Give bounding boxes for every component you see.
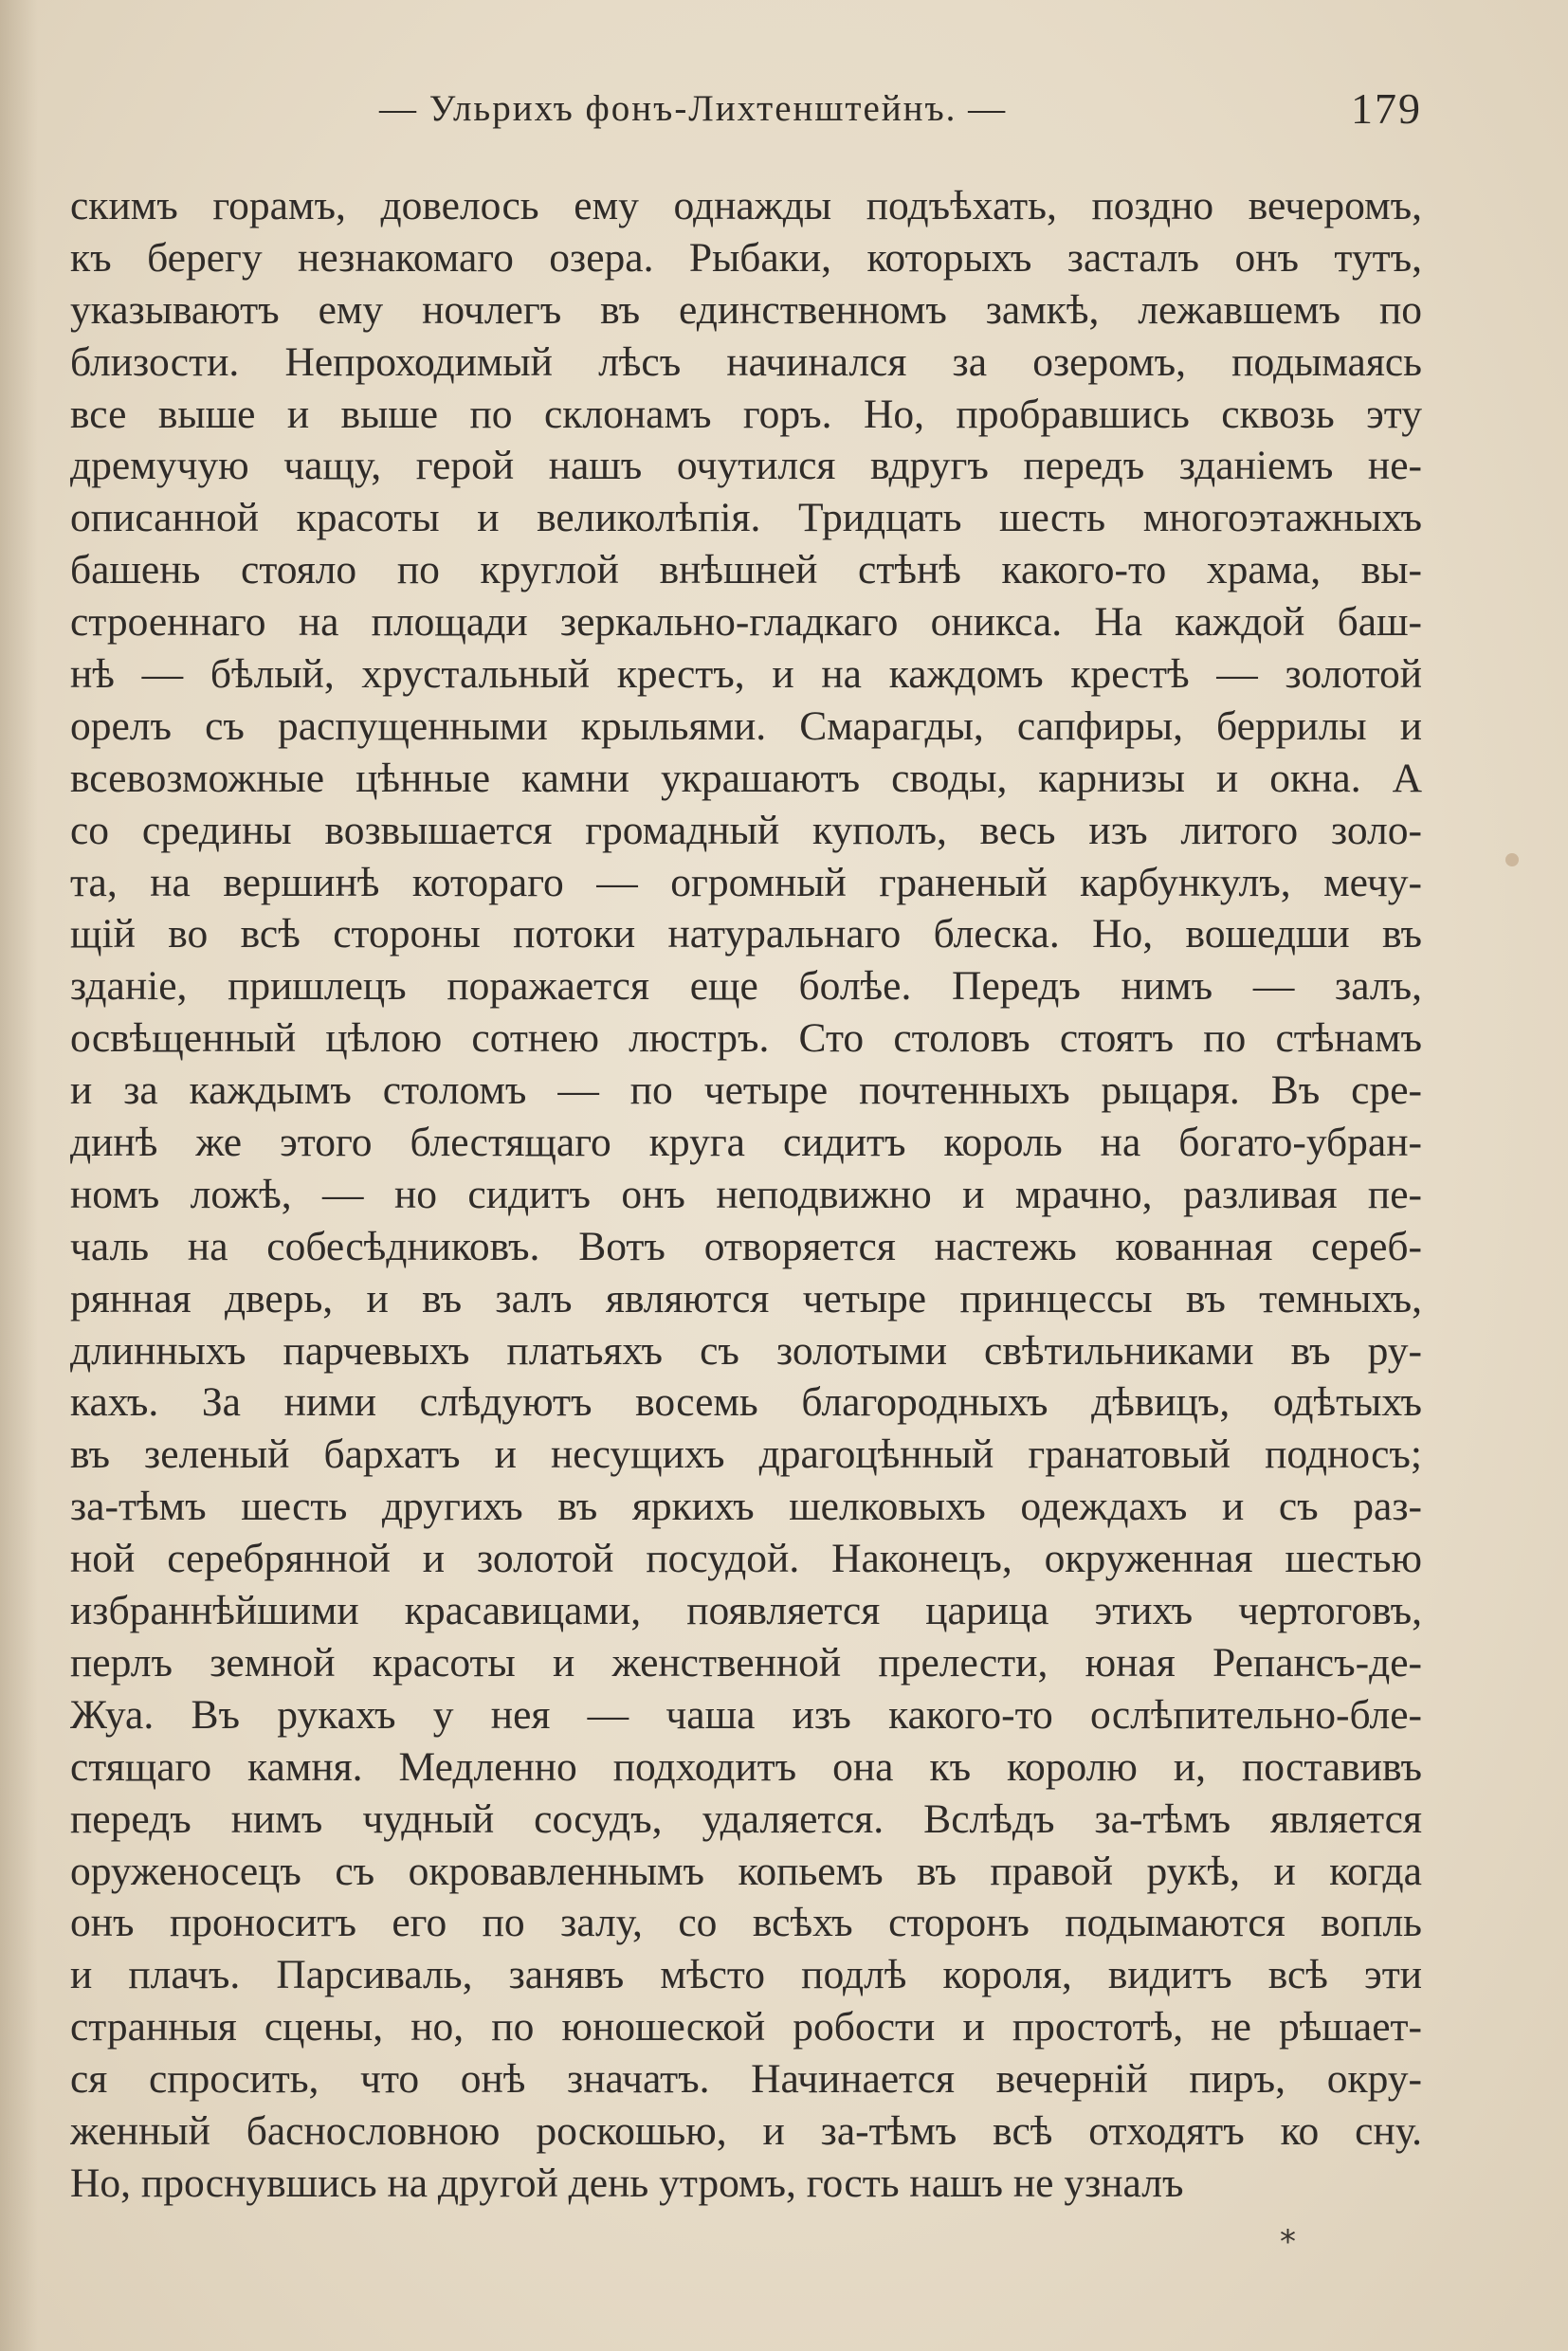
text-line: въ зеленый бархатъ и несущихъ драгоцѣнный гранатовый подносъ; <box>70 1431 1422 1478</box>
text-line: передъ нимъ чудный сосудъ, удаляется. Вслѣдъ за-тѣмъ является <box>70 1795 1422 1842</box>
text-line: Жуа. Въ рукахъ у нея — чаша изъ какого-то ослѣпительно-бле- <box>70 1691 1422 1738</box>
text-line: та, на вершинѣ котораго — огромный граненый карбункулъ, мечу- <box>70 859 1422 905</box>
text-line: нѣ — бѣлый, хрустальный крестъ, и на каждомъ крестѣ — золотой <box>70 651 1422 698</box>
text-line: за-тѣмъ шесть другихъ въ яркихъ шелковыхъ одеждахъ и съ раз- <box>70 1484 1422 1530</box>
text-line: динѣ же этого блестящаго круга сидитъ король на богато-убран- <box>70 1120 1422 1166</box>
page-number: 179 <box>1351 84 1422 133</box>
text-line: странныя сцены, но, по юношеской робости и простотѣ, не рѣшает- <box>70 2004 1422 2050</box>
text-line: орелъ съ распущенными крыльями. Смарагды, сапфиры, беррилы и <box>70 702 1422 749</box>
body-text <box>70 180 1422 2210</box>
text-line: избраннѣйшими красавицами, появляется царица этихъ чертоговъ, <box>70 1588 1422 1634</box>
text-line: чаль на собесѣдниковъ. Вотъ отворяется настежь кованная сереб- <box>70 1223 1422 1269</box>
text-line: оруженосецъ съ окровавленнымъ копьемъ въ правой рукѣ, и когда <box>70 1848 1422 1894</box>
page-header <box>66 84 1422 144</box>
text-line: онъ проноситъ его по залу, со всѣхъ сторонъ подымаются вопль <box>70 1900 1422 1946</box>
running-title: — Ульрихъ фонъ-Лихтенштейнъ. — <box>379 88 1008 129</box>
text-line: къ берегу незнакомаго озера. Рыбаки, которыхъ засталъ онъ тутъ, <box>70 234 1422 281</box>
text-line: перлъ земной красоты и женственной прелести, юная Репансъ-де- <box>70 1639 1422 1686</box>
text-line: номъ ложѣ, — но сидитъ онъ неподвижно и мрачно, разливая пе- <box>70 1171 1422 1217</box>
text-line: зданіе, пришлецъ поражается еще болѣе. Передъ нимъ — залъ, <box>70 963 1422 1010</box>
text-line: Но, проснувшись на другой день утромъ, гость нашъ не узналъ <box>70 2160 1184 2206</box>
text-line: рянная дверь, и въ залъ являются четыре принцессы въ темныхъ, <box>70 1275 1422 1321</box>
text-line: близости. Непроходимый лѣсъ начинался за озеромъ, подымаясь <box>70 338 1422 385</box>
text-line: освѣщенный цѣлою сотнею люстръ. Сто столовъ стоятъ по стѣнамъ <box>70 1015 1422 1062</box>
text-line: ной серебрянной и золотой посудой. Наконецъ, окруженная шестью <box>70 1536 1422 1582</box>
text-line: и за каждымъ столомъ — по четыре почтенныхъ рыцаря. Въ сре- <box>70 1067 1422 1114</box>
text-line: стящаго камня. Медленно подходитъ она къ королю и, поставивъ <box>70 1743 1422 1790</box>
text-line: ся спросить, что онѣ значатъ. Начинается вечерній пиръ, окру- <box>70 2056 1422 2103</box>
text-line: щій во всѣ стороны потоки натуральнаго блеска. Но, вошедши въ <box>70 911 1422 957</box>
text-line: строеннаго на площади зеркально-гладкаго оникса. На каждой баш- <box>70 599 1422 646</box>
text-line: скимъ горамъ, довелось ему однажды подъѣхать, поздно вечеромъ, <box>70 183 1422 228</box>
signature-mark: * <box>1280 2223 1296 2261</box>
text-line: указываютъ ему ночлегъ въ единственномъ замкѣ, лежавшемъ по <box>70 286 1422 333</box>
text-line: со средины возвышается громадный куполъ, весь изъ литого золо- <box>70 807 1422 853</box>
text-line: всевозможные цѣнные камни украшаютъ своды, карнизы и окна. А <box>70 755 1422 801</box>
text-line: и плачъ. Парсиваль, занявъ мѣсто подлѣ короля, видитъ всѣ эти <box>70 1952 1422 1998</box>
paper-stain <box>1505 853 1519 866</box>
spine-shadow <box>0 0 38 2351</box>
text-line: длинныхъ парчевыхъ платьяхъ съ золотыми свѣтильниками въ ру- <box>70 1327 1422 1374</box>
text-line: женный баснословною роскошью, и за-тѣмъ всѣ отходятъ ко сну. <box>70 2107 1422 2154</box>
text-line: башень стояло по круглой внѣшней стѣнѣ какого-то храма, вы- <box>70 547 1422 593</box>
text-line: дремучую чащу, герой нашъ очутился вдругъ передъ зданіемъ не- <box>70 443 1422 489</box>
text-line: все выше и выше по склонамъ горъ. Но, пробравшись сквозь эту <box>70 391 1422 437</box>
text-line: описанной красоты и великолѣпія. Тридцать шесть многоэтажныхъ <box>70 495 1422 541</box>
text-line: кахъ. За ними слѣдуютъ восемь благородныхъ дѣвицъ, одѣтыхъ <box>70 1379 1422 1426</box>
